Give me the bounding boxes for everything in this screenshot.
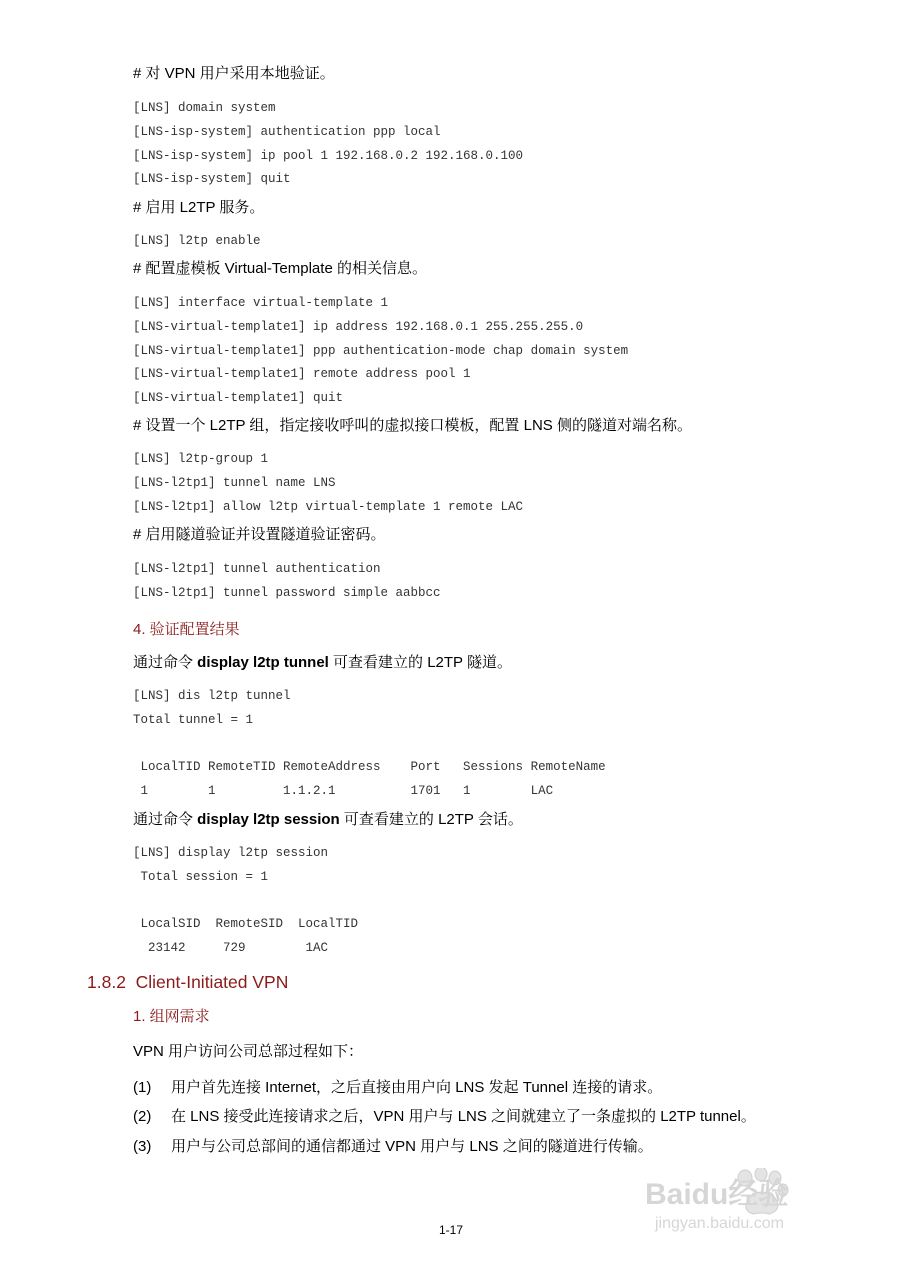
paragraph-display-session: 通过命令 display l2tp session 可查看建立的 L2TP 会话。 bbox=[133, 811, 523, 828]
comment-virtual-template: # 配置虚模板 Virtual-Template 的相关信息。 bbox=[133, 260, 427, 277]
code-line: 1 1 1.1.2.1 1701 1 LAC bbox=[133, 784, 554, 799]
code-line: [LNS] l2tp enable bbox=[133, 234, 261, 248]
comment-local-auth: # 对 VPN 用户采用本地验证。 bbox=[133, 65, 335, 82]
list-item: (1) 用户首先连接 Internet，之后直接由用户向 LNS 发起 Tunnel 连接的请求。 bbox=[133, 1079, 663, 1096]
code-line: [LNS-isp-system] authentication ppp local bbox=[133, 124, 441, 139]
code-line: [LNS-isp-system] ip pool 1 192.168.0.2 192.168.0.100 bbox=[133, 148, 524, 163]
code-line: [LNS] domain system bbox=[133, 101, 276, 115]
code-line: LocalSID RemoteSID LocalTID bbox=[133, 917, 359, 932]
watermark-url: jingyan.baidu.com bbox=[655, 1215, 784, 1232]
code-line: 23142 729 1AC bbox=[133, 941, 329, 956]
code-line: [LNS-l2tp1] tunnel password simple aabbcc bbox=[133, 585, 441, 600]
paragraph-vpn-process: VPN 用户访问公司总部过程如下： bbox=[133, 1043, 364, 1060]
code-line: [LNS-virtual-template1] ip address 192.168.0.1 255.255.255.0 bbox=[133, 319, 584, 334]
comment-enable-l2tp: # 启用 L2TP 服务。 bbox=[133, 199, 265, 216]
code-line: Total tunnel = 1 bbox=[133, 712, 254, 727]
list-item: (3) 用户与公司总部间的通信都通过 VPN 用户与 LNS 之间的隧道进行传输。 bbox=[133, 1138, 653, 1155]
watermark-logo-text: Baidu经验 bbox=[645, 1178, 789, 1211]
code-line: LocalTID RemoteTID RemoteAddress Port Sessions RemoteName bbox=[133, 760, 606, 775]
paragraph-display-tunnel: 通过命令 display l2tp tunnel 可查看建立的 L2TP 隧道。 bbox=[133, 654, 512, 671]
code-line: [LNS-virtual-template1] ppp authentication-mode chap domain system bbox=[133, 343, 629, 358]
list-item: (2) 在 LNS 接受此连接请求之后，VPN 用户与 LNS 之间就建立了一条虚拟的 L2TP tunnel。 bbox=[133, 1108, 756, 1125]
code-line: [LNS] display l2tp session bbox=[133, 846, 329, 860]
section-title: 1.8.2 Client-Initiated VPN bbox=[87, 972, 289, 992]
code-line: [LNS-l2tp1] allow l2tp virtual-template 1 remote LAC bbox=[133, 499, 524, 514]
heading-verify-result: 4. 验证配置结果 bbox=[133, 621, 240, 638]
code-line: [LNS] l2tp-group 1 bbox=[133, 452, 269, 466]
heading-networking-requirements: 1. 组网需求 bbox=[133, 1008, 210, 1025]
code-line: [LNS] interface virtual-template 1 bbox=[133, 296, 389, 310]
code-line: [LNS-virtual-template1] remote address pool 1 bbox=[133, 367, 471, 382]
comment-l2tp-group: # 设置一个 L2TP 组，指定接收呼叫的虚拟接口模板，配置 LNS 侧的隧道对端名称。 bbox=[133, 417, 692, 434]
code-line: [LNS-virtual-template1] quit bbox=[133, 391, 344, 406]
comment-tunnel-auth: # 启用隧道验证并设置隧道验证密码。 bbox=[133, 526, 386, 543]
code-line: [LNS-l2tp1] tunnel name LNS bbox=[133, 475, 336, 490]
code-line: Total session = 1 bbox=[133, 869, 269, 884]
code-line: [LNS] dis l2tp tunnel bbox=[133, 689, 291, 703]
code-line: [LNS-isp-system] quit bbox=[133, 172, 291, 187]
code-line: [LNS-l2tp1] tunnel authentication bbox=[133, 562, 381, 576]
page-number: 1-17 bbox=[439, 1223, 464, 1237]
